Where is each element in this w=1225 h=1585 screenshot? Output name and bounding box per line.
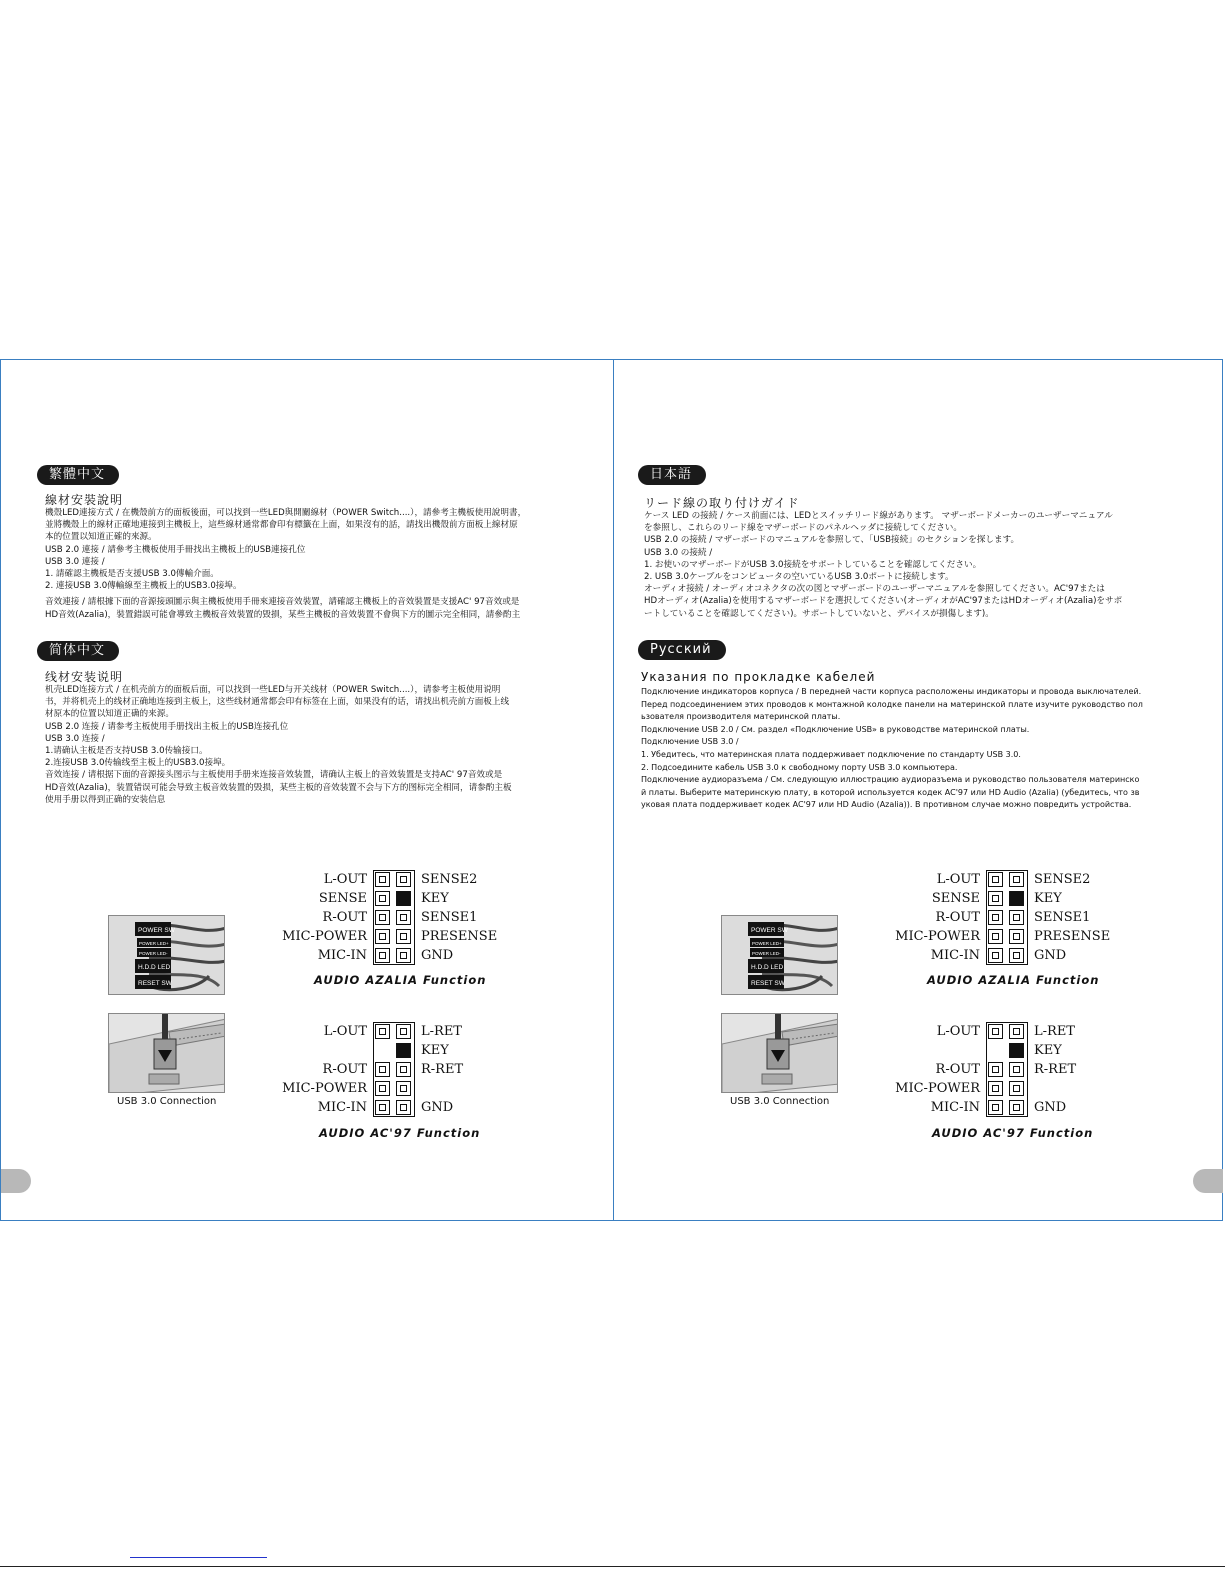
text-line: Подключение USB 2.0 / См. раздел «Подключение USB» в руководстве материнской платы.: [641, 724, 1030, 734]
text-line: 材原本的位置以知道正确的来源。: [45, 709, 174, 720]
text-line: 音效连接 / 请根据下面的音源接头图示与主板使用手册来连接音效装置，请确认主板上的音效装置是支持AC' 97音效或是: [45, 770, 503, 781]
text-line: USB 3.0 連接 /: [45, 556, 105, 567]
usb3-connection-illustration: [109, 1014, 225, 1093]
front-panel-cables-illustration: [109, 916, 225, 995]
pin-label-right: SENSE2: [421, 872, 478, 887]
text-line: USB 2.0 連接 / 請參考主機板使用手冊找出主機板上的USB連接孔位: [45, 544, 306, 555]
pin-label-left: L-OUT: [323, 1024, 367, 1039]
pin-label-right: R-RET: [421, 1062, 464, 1077]
audio-azalia-title: AUDIO AZALIA Function: [314, 973, 487, 987]
pin-label-right: KEY: [1034, 891, 1062, 906]
pin-label-right: GND: [1034, 1100, 1067, 1115]
pin-label-right: SENSE2: [1034, 872, 1091, 887]
pin-label-left: MIC-IN: [317, 1100, 367, 1115]
text-line: 1. Убедитесь, что материнская плата поддерживает подключение по стандарту USB 3.0.: [641, 749, 1021, 759]
pin-label-right: GND: [421, 1100, 454, 1115]
text-line: Перед подсоединением этих проводов к монтажной колодке панели на материнской плате изучите руководство пол: [641, 699, 1143, 709]
text-line: 音效連接 / 請根據下面的音源接頭圖示與主機板使用手冊來連接音效裝置，請確認主機板上的音效裝置是支援AC' 97音效或是: [45, 597, 520, 608]
text-line: 2. USB 3.0ケーブルをコンピュータの空いているUSB 3.0ポートに接続します。: [644, 572, 954, 583]
section-title-simplified: 线材安装说明: [45, 670, 124, 684]
body-text-japanese: [644, 510, 1204, 620]
pin-label-right: KEY: [1034, 1043, 1062, 1058]
pin-label-left: MIC-POWER: [282, 929, 367, 944]
text-line: オーディオ接続 / オーディオコネクタの次の図とマザーボードのユーザーマニュアルを参照してください。AC'97または: [644, 584, 1105, 595]
text-line: USB 3.0 连接 /: [45, 733, 105, 744]
audio-ac97-title: AUDIO AC'97 Function: [932, 1126, 1094, 1140]
pin-label-right: L-RET: [421, 1024, 462, 1039]
text-line: USB 2.0 连接 / 请参考主板使用手册找出主板上的USB连接孔位: [45, 721, 289, 732]
pin-header-frame: [986, 1022, 1028, 1117]
pin-label-right: GND: [421, 948, 454, 963]
lang-pill-russian: Русский: [638, 640, 726, 660]
left-page: [1, 360, 613, 1220]
text-line: HD音效(Azalia)，裝置錯誤可能會導致主機板音效裝置的毀損，某些主機板的音效裝置不會與下方的圖示完全相同，請參酌主: [45, 609, 521, 620]
text-line: Подключение аудиоразъема / См. следующую иллюстрацию аудиоразъема и руководство пользователя материнско: [641, 775, 1140, 785]
section-title-russian: Указания по прокладке кабелей: [641, 670, 876, 684]
text-line: HD音效(Azalia)，装置错误可能会导致主板音效装置的毁损，某些主板的音效装置不会与下方的图标完全相同，请参酌主板: [45, 782, 512, 793]
usb3-connection-photo: [108, 1013, 225, 1093]
photo-label: RESET SW: [751, 980, 785, 987]
photo-label: POWER SW: [138, 927, 175, 934]
photo-label: POWER LED-: [752, 951, 781, 956]
text-line: Подключение USB 3.0 /: [641, 737, 739, 747]
text-line: ートしていることを確認してください)。サポートしていないと、デバイスが損傷します)。: [644, 608, 994, 619]
text-line: 1.请确认主板是否支持USB 3.0传输接口。: [45, 746, 208, 757]
lang-pill-simplified-chinese: 简体中文: [37, 641, 119, 661]
body-text-simplified: [45, 684, 570, 806]
front-panel-cables-photo: [721, 915, 838, 995]
usb3-connection-caption: USB 3.0 Connection: [730, 1096, 830, 1107]
photo-label: H.D.D LED: [138, 964, 171, 971]
pin-label-right: PRESENSE: [1034, 929, 1111, 944]
text-line: уковая плата поддерживает кодек AC'97 или HD Audio (Azalia)). В противном случае можно повредить устройства.: [641, 800, 1132, 810]
text-line: Подключение индикаторов корпуса / В передней части корпуса расположены индикаторы и провода выключателей.: [641, 687, 1142, 696]
pin-label-left: L-OUT: [936, 1024, 980, 1039]
text-line: 本的位置以知道正確的來源。: [45, 532, 157, 543]
pin-label-left: R-OUT: [935, 910, 980, 925]
manual-spread: [0, 359, 1223, 1221]
pin-label-right: GND: [1034, 948, 1067, 963]
body-text-traditional: [45, 507, 570, 621]
text-line: USB 3.0 の接続 /: [644, 547, 713, 558]
section-title-japanese: リード線の取り付けガイド: [644, 496, 800, 510]
text-line: ケース LED の接続 / ケース前面には、LEDとスイッチリード線があります。 マザーボードメーカーのユーザーマニュアル: [644, 511, 1113, 521]
text-line: 机壳LED连接方式 / 在机壳前方的面板后面，可以找到一些LED与开关线材（POWER Switch....），请参考主板使用说明: [45, 685, 501, 695]
text-line: を参照し、これらのリード線をマザーボードのパネルヘッダに接続してください。: [644, 523, 962, 534]
page-tab-left: [1, 1169, 31, 1193]
pin-label-right: KEY: [421, 1043, 449, 1058]
photo-label: H.D.D LED: [751, 964, 784, 971]
pin-header-frame: [373, 1022, 415, 1117]
right-page: [614, 360, 1223, 1220]
pin-label-left: L-OUT: [936, 872, 980, 887]
text-line: 並將機殼上的線材正確地連接到主機板上，這些線材通常都會印有標籤在上面，如果沒有的話，請找出機殼前方面板上線材原: [45, 520, 518, 531]
text-line: й платы. Выберите материнскую плату, в которой используется кодек AC'97 или HD Audio (Azalia) (убедитесь, что зв: [641, 787, 1140, 797]
usb3-connection-illustration: [722, 1014, 838, 1093]
pin-label-left: MIC-POWER: [895, 929, 980, 944]
lang-pill-japanese: 日本語: [638, 465, 706, 485]
pin-header-frame: [986, 870, 1028, 965]
pin-label-right: KEY: [421, 891, 449, 906]
text-line: 使用手册以得到正确的安装信息: [45, 794, 166, 805]
pin-header-frame: [373, 870, 415, 965]
bottom-rule: [0, 1566, 1225, 1567]
pin-label-left: MIC-POWER: [282, 1081, 367, 1096]
text-line: 2. 連接USB 3.0傳輸線至主機板上的USB3.0接埠。: [45, 581, 242, 592]
pin-label-right: SENSE1: [421, 910, 478, 925]
page-tab-right: [1193, 1169, 1223, 1193]
pin-label-right: L-RET: [1034, 1024, 1075, 1039]
text-line: 2. Подсоедините кабель USB 3.0 к свободному порту USB 3.0 компьютера.: [641, 762, 958, 772]
bottom-link-underline: [130, 1557, 267, 1558]
pin-label-right: R-RET: [1034, 1062, 1077, 1077]
text-line: 2.连接USB 3.0传输线至主板上的USB3.0接埠。: [45, 758, 231, 769]
text-line: 1. 請確認主機板是否支援USB 3.0傳輸介面。: [45, 569, 219, 580]
text-line: USB 2.0 の接続 / マザーボードのマニュアルを参照して、「USB接続」のセクションを探します。: [644, 535, 1020, 546]
front-panel-cables-illustration: [722, 916, 838, 995]
text-line: HDオーディオ(Azalia)を使用するマザーボードを選択してください(オーディオがAC'97またはHDオーディオ(Azalia)をサポ: [644, 596, 1123, 607]
pin-label-left: L-OUT: [323, 872, 367, 887]
pin-label-right: PRESENSE: [421, 929, 498, 944]
front-panel-cables-photo: [108, 915, 225, 995]
usb3-connection-caption: USB 3.0 Connection: [117, 1096, 217, 1107]
pin-label-left: R-OUT: [322, 1062, 367, 1077]
audio-ac97-title: AUDIO AC'97 Function: [319, 1126, 481, 1140]
photo-label: POWER LED+: [139, 941, 169, 946]
pin-label-left: SENSE: [931, 891, 980, 906]
photo-label: POWER SW: [751, 927, 788, 934]
pin-label-left: SENSE: [318, 891, 367, 906]
pin-label-right: SENSE1: [1034, 910, 1091, 925]
body-text-russian: [641, 686, 1206, 812]
text-line: ьзователя производителя материнской платы.: [641, 712, 841, 722]
pin-label-left: R-OUT: [935, 1062, 980, 1077]
pin-label-left: MIC-IN: [930, 948, 980, 963]
pin-label-left: MIC-IN: [317, 948, 367, 963]
section-title-traditional: 線材安裝說明: [45, 493, 124, 507]
usb3-connection-photo: [721, 1013, 838, 1093]
audio-azalia-title: AUDIO AZALIA Function: [927, 973, 1100, 987]
photo-label: POWER LED+: [752, 941, 782, 946]
photo-label: RESET SW: [138, 980, 172, 987]
text-line: 书，并将机壳上的线材正确地连接到主板上，这些线材通常都会印有标签在上面，如果没有的话，请找出机壳前方面板上线: [45, 697, 510, 708]
pin-label-left: MIC-IN: [930, 1100, 980, 1115]
lang-pill-traditional-chinese: 繁體中文: [37, 465, 119, 485]
pin-label-left: MIC-POWER: [895, 1081, 980, 1096]
text-line: 1. お使いのマザーボードがUSB 3.0接続をサポートしていることを確認してください。: [644, 559, 982, 570]
text-line: 機殼LED連接方式 / 在機殼前方的面板後面，可以找到一些LED與開關線材（POWER Switch....），請參考主機板使用說明書，: [45, 508, 527, 518]
photo-label: POWER LED-: [139, 951, 168, 956]
pin-label-left: R-OUT: [322, 910, 367, 925]
